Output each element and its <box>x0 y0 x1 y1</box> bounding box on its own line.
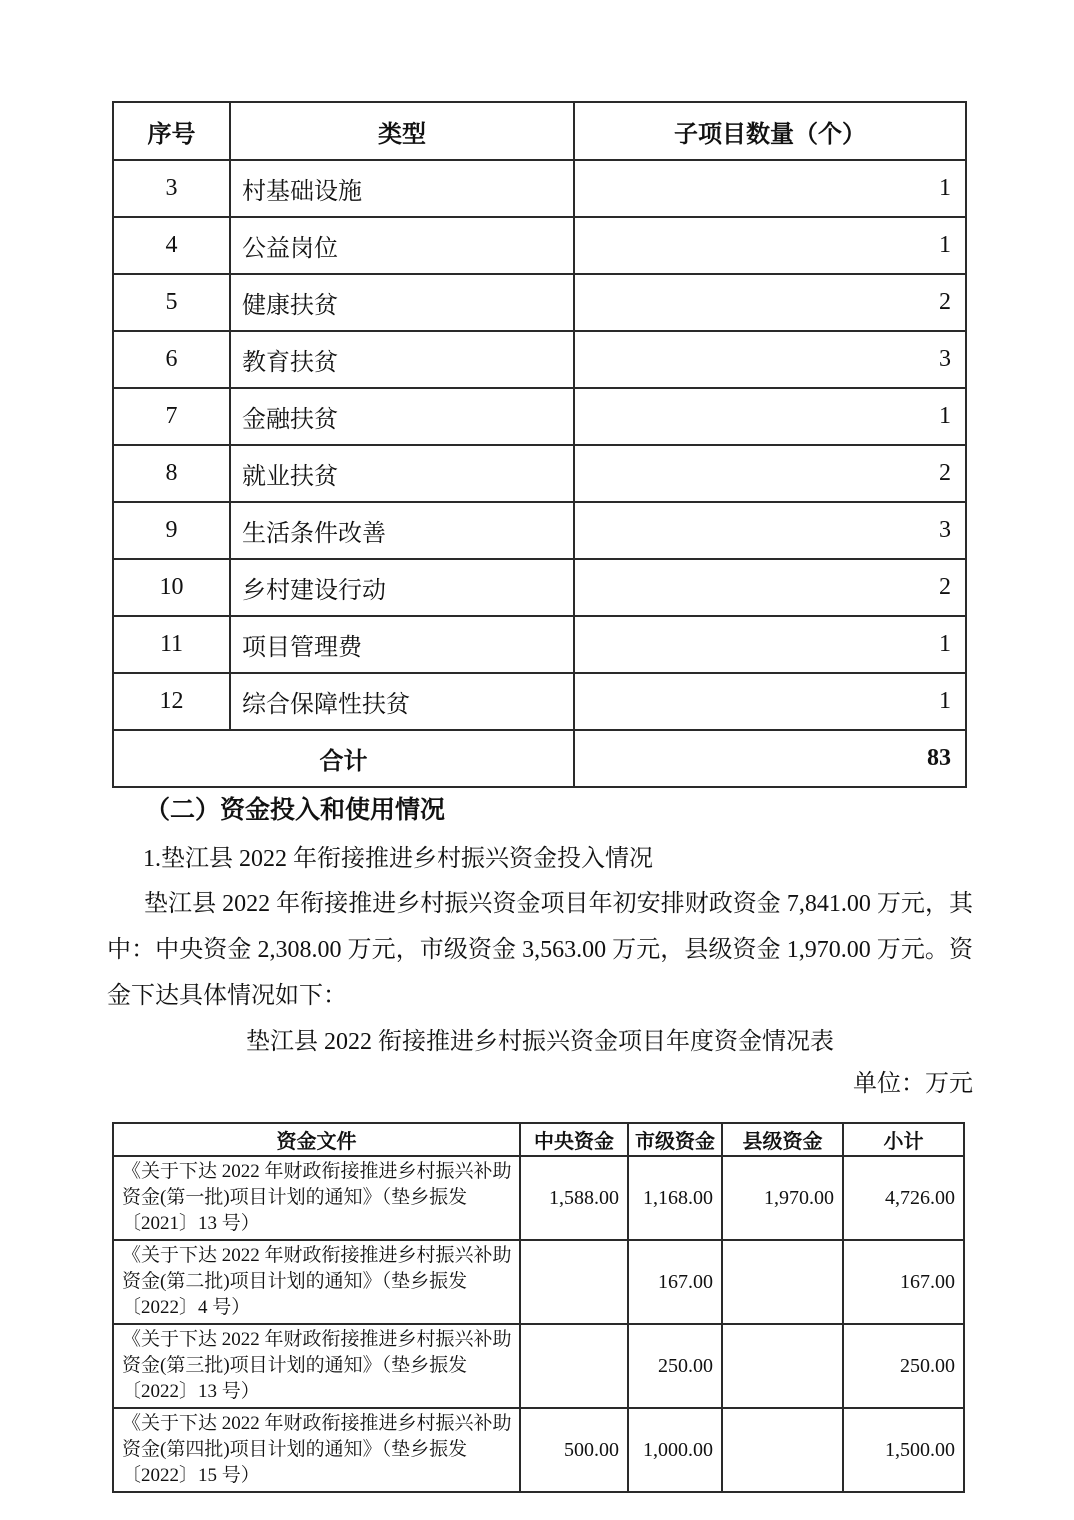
header-subproject-count: 子项目数量（个） <box>574 102 966 160</box>
total-value: 83 <box>574 730 966 787</box>
cell-type: 项目管理费 <box>230 616 574 673</box>
cell-count: 2 <box>574 274 966 331</box>
funds-paragraph: 垫江县 2022 年衔接推进乡村振兴资金项目年初安排财政资金 7,841.00 万元，其中：中央资金 2,308.00 万元，市级资金 3,563.00 万元，县级资金 1,970.00 万元。资金下达具体情况如下： <box>107 891 973 1009</box>
cell-type: 乡村建设行动 <box>230 559 574 616</box>
table-row <box>113 274 966 331</box>
cell-fund-file: 《关于下达 2022 年财政衔接推进乡村振兴补助资金(第二批)项目计划的通知》（垫乡振发〔2022〕4 号） <box>113 1240 520 1324</box>
cell-city-funds: 1,168.00 <box>628 1156 722 1240</box>
cell-seq-no: 10 <box>113 559 230 616</box>
cell-subtotal: 250.00 <box>843 1324 964 1408</box>
cell-type: 健康扶贫 <box>230 274 574 331</box>
cell-type: 金融扶贫 <box>230 388 574 445</box>
cell-central-funds: 500.00 <box>520 1408 628 1492</box>
table-row <box>113 1156 964 1240</box>
header-fund-file: 资金文件 <box>113 1123 520 1156</box>
section-heading: （二）资金投入和使用情况 <box>145 797 446 824</box>
cell-fund-file: 《关于下达 2022 年财政衔接推进乡村振兴补助资金(第一批)项目计划的通知》（垫乡振发〔2021〕13 号） <box>113 1156 520 1240</box>
cell-type: 公益岗位 <box>230 217 574 274</box>
cell-count: 1 <box>574 616 966 673</box>
cell-seq-no: 9 <box>113 502 230 559</box>
table-row <box>113 160 966 217</box>
cell-city-funds: 1,000.00 <box>628 1408 722 1492</box>
header-subtotal: 小计 <box>843 1123 964 1156</box>
header-county-funds: 县级资金 <box>722 1123 843 1156</box>
total-label: 合计 <box>113 730 574 787</box>
header-seq-no: 序号 <box>113 102 230 160</box>
table-row <box>113 502 966 559</box>
cell-subtotal: 4,726.00 <box>843 1156 964 1240</box>
cell-type: 生活条件改善 <box>230 502 574 559</box>
cell-seq-no: 11 <box>113 616 230 673</box>
table-total-row <box>113 730 966 787</box>
cell-fund-file: 《关于下达 2022 年财政衔接推进乡村振兴补助资金(第三批)项目计划的通知》（垫乡振发〔2022〕13 号） <box>113 1324 520 1408</box>
cell-subtotal: 1,500.00 <box>843 1408 964 1492</box>
cell-seq-no: 4 <box>113 217 230 274</box>
cell-seq-no: 3 <box>113 160 230 217</box>
table-header-row <box>113 102 966 160</box>
funds-table-title: 垫江县 2022 衔接推进乡村振兴资金项目年度资金情况表 <box>246 1029 834 1055</box>
cell-count: 2 <box>574 559 966 616</box>
cell-count: 1 <box>574 217 966 274</box>
cell-central-funds: 1,588.00 <box>520 1156 628 1240</box>
cell-seq-no: 8 <box>113 445 230 502</box>
table-row <box>113 673 966 730</box>
table-row <box>113 1324 964 1408</box>
cell-count: 2 <box>574 445 966 502</box>
cell-seq-no: 12 <box>113 673 230 730</box>
cell-central-funds <box>520 1324 628 1408</box>
cell-type: 就业扶贫 <box>230 445 574 502</box>
cell-subtotal: 167.00 <box>843 1240 964 1324</box>
section-sub-heading: 1.垫江县 2022 年衔接推进乡村振兴资金投入情况 <box>143 846 653 872</box>
cell-count: 3 <box>574 331 966 388</box>
cell-count: 1 <box>574 160 966 217</box>
header-central-funds: 中央资金 <box>520 1123 628 1156</box>
cell-seq-no: 6 <box>113 331 230 388</box>
cell-county-funds: 1,970.00 <box>722 1156 843 1240</box>
cell-count: 1 <box>574 388 966 445</box>
cell-county-funds <box>722 1240 843 1324</box>
subproject-count-table <box>112 101 967 788</box>
table-row <box>113 388 966 445</box>
cell-type: 村基础设施 <box>230 160 574 217</box>
cell-city-funds: 250.00 <box>628 1324 722 1408</box>
cell-central-funds <box>520 1240 628 1324</box>
table-row <box>113 217 966 274</box>
table-row <box>113 559 966 616</box>
unit-label: 单位：万元 <box>853 1071 973 1097</box>
cell-city-funds: 167.00 <box>628 1240 722 1324</box>
cell-county-funds <box>722 1324 843 1408</box>
cell-seq-no: 7 <box>113 388 230 445</box>
table-row <box>113 1240 964 1324</box>
table-row <box>113 445 966 502</box>
cell-seq-no: 5 <box>113 274 230 331</box>
header-type: 类型 <box>230 102 574 160</box>
header-city-funds: 市级资金 <box>628 1123 722 1156</box>
table-row <box>113 1408 964 1492</box>
table-row <box>113 331 966 388</box>
cell-count: 3 <box>574 502 966 559</box>
annual-funds-table <box>112 1122 965 1493</box>
cell-type: 教育扶贫 <box>230 331 574 388</box>
cell-count: 1 <box>574 673 966 730</box>
table-header-row <box>113 1123 964 1156</box>
cell-fund-file: 《关于下达 2022 年财政衔接推进乡村振兴补助资金(第四批)项目计划的通知》（垫乡振发〔2022〕15 号） <box>113 1408 520 1492</box>
cell-county-funds <box>722 1408 843 1492</box>
section-funds-usage <box>107 786 973 1105</box>
cell-type: 综合保障性扶贫 <box>230 673 574 730</box>
table-row <box>113 616 966 673</box>
